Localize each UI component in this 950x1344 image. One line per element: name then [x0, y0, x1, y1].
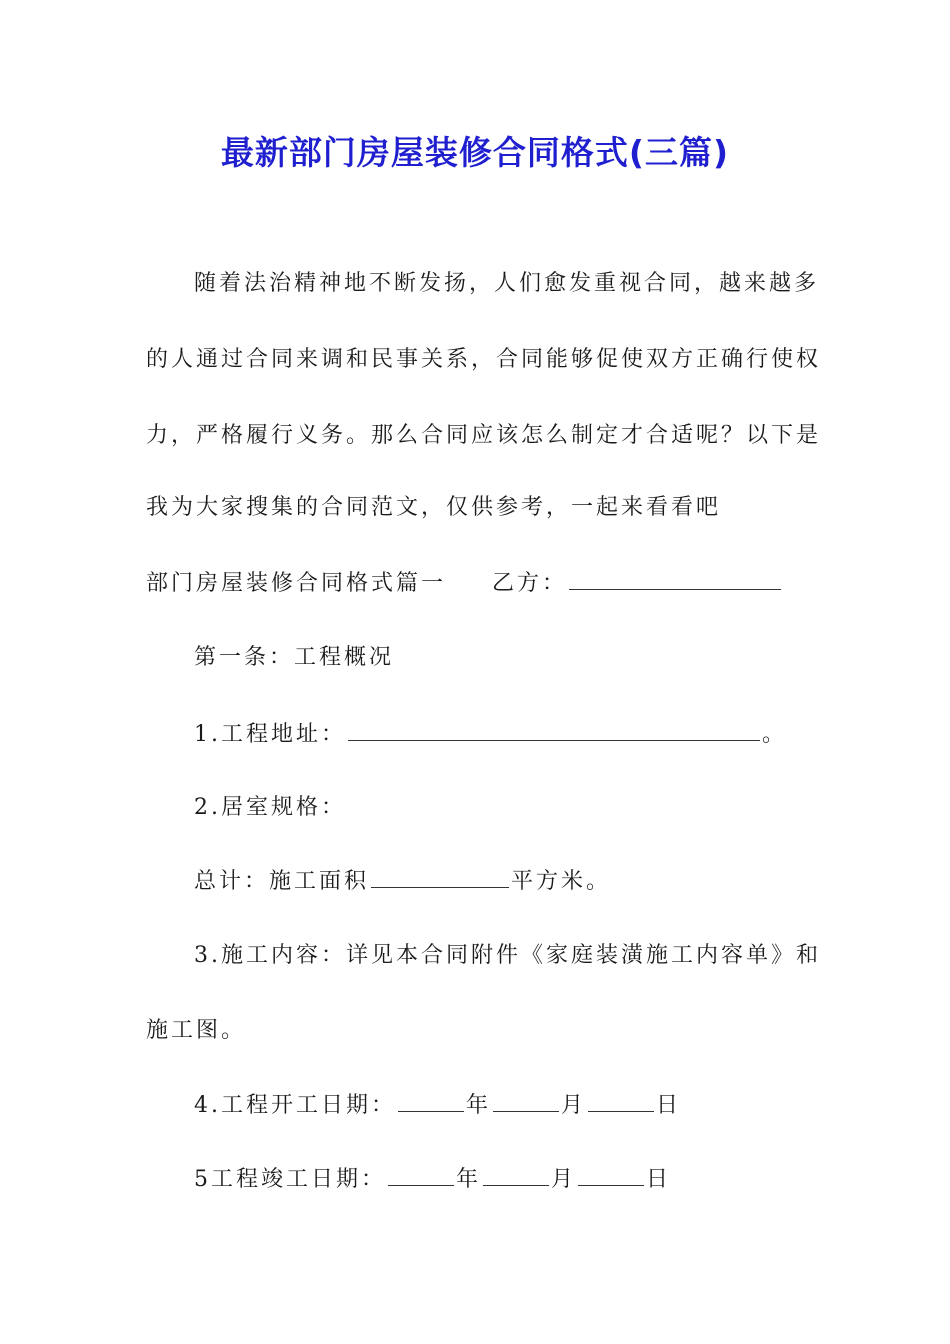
- end-day-blank: [578, 1163, 644, 1186]
- document-title: 最新部门房屋装修合同格式(三篇): [220, 133, 730, 172]
- year-label: 年: [456, 1167, 482, 1192]
- start-month-blank: [493, 1089, 559, 1112]
- section-heading-row: [146, 566, 783, 602]
- item-1-row: [194, 717, 787, 753]
- month-label: 月: [561, 1093, 587, 1118]
- intro-line-2: 的人通过合同来调和民事关系，合同能够促使双方正确行使权: [146, 347, 822, 372]
- month-label: 月: [551, 1167, 577, 1192]
- total-row: [194, 864, 611, 900]
- total-unit: 平方米。: [511, 869, 612, 894]
- area-blank: [371, 865, 509, 888]
- item-5-label: 5工程竣工日期：: [194, 1167, 386, 1192]
- item-3-line-1: 3.施工内容：详见本合同附件《家庭装潢施工内容单》和: [194, 943, 821, 968]
- item-1-label: 1.工程地址：: [194, 722, 346, 747]
- intro-line-4: 我为大家搜集的合同范文，仅供参考，一起来看看吧: [146, 495, 722, 520]
- day-label: 日: [656, 1093, 682, 1118]
- party-b-label: 乙方：: [492, 571, 568, 596]
- item-2-label: 2.居室规格：: [194, 795, 346, 820]
- item-4-label: 4.工程开工日期：: [194, 1093, 396, 1118]
- end-year-blank: [388, 1163, 454, 1186]
- start-day-blank: [588, 1089, 654, 1112]
- day-label: 日: [646, 1167, 672, 1192]
- item-4-row: [194, 1088, 681, 1124]
- start-year-blank: [398, 1089, 464, 1112]
- end-month-blank: [483, 1163, 549, 1186]
- item-5-row: [194, 1162, 671, 1198]
- intro-line-3: 力，严格履行义务。那么合同应该怎么制定才合适呢？以下是: [146, 423, 822, 448]
- item-1-end: 。: [762, 722, 788, 747]
- section-heading: 部门房屋装修合同格式篇一: [146, 571, 447, 596]
- intro-line-1: 随着法治精神地不断发扬，人们愈发重视合同，越来越多: [194, 271, 820, 296]
- item-3-line-2: 施工图。: [146, 1018, 247, 1043]
- address-blank: [348, 718, 760, 741]
- year-label: 年: [466, 1093, 492, 1118]
- article-1-heading: 第一条：工程概况: [194, 645, 395, 670]
- total-label: 总计：施工面积: [194, 869, 370, 894]
- party-b-blank: [569, 567, 781, 590]
